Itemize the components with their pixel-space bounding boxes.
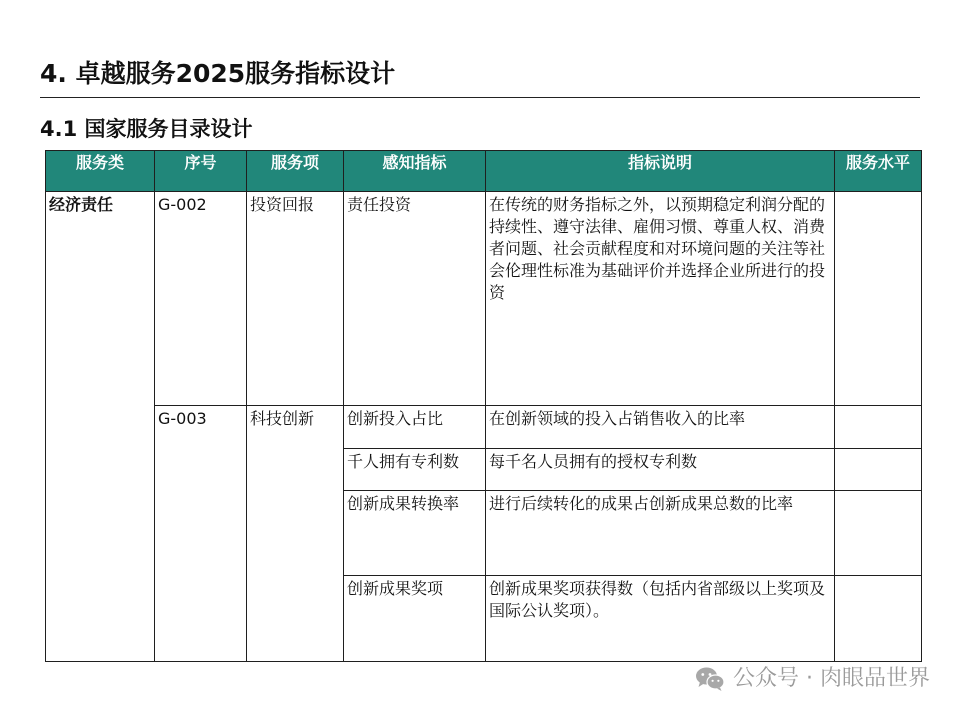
description-cell: 进行后续转化的成果占创新成果总数的比率: [486, 491, 835, 576]
service-item-cell: 科技创新: [247, 406, 344, 662]
watermark-text: 公众号 · 肉眼品世界: [733, 666, 930, 691]
service-level-cell: [835, 491, 922, 576]
indicator-cell: 责任投资: [344, 192, 486, 406]
service-level-cell: [835, 406, 922, 449]
section-title: 4.1 国家服务目录设计: [40, 117, 253, 141]
watermark: [695, 664, 930, 694]
description-cell: 创新成果奖项获得数（包括内省部级以上奖项及国际公认奖项）。: [486, 576, 835, 662]
code-cell: G-002: [155, 192, 247, 406]
table-row: [46, 406, 922, 449]
service-level-cell: [835, 192, 922, 406]
service-catalog-table: [45, 150, 922, 662]
indicator-cell: 创新成果转换率: [344, 491, 486, 576]
header-service-category: 服务类: [46, 151, 155, 192]
description-cell: 每千名人员拥有的授权专利数: [486, 449, 835, 491]
header-perception-indicator: 感知指标: [344, 151, 486, 192]
table-header-row: [46, 151, 922, 192]
indicator-cell: 创新投入占比: [344, 406, 486, 449]
service-item-cell: 投资回报: [247, 192, 344, 406]
wechat-icon: [695, 666, 725, 692]
description-cell: 在传统的财务指标之外，以预期稳定利润分配的持续性、遵守法律、雇佣习惯、尊重人权、消费者问题、社会贡献程度和对环境问题的关注等社会伦理性标准为基础评价并选择企业所进行的投资: [486, 192, 835, 406]
header-indicator-description: 指标说明: [486, 151, 835, 192]
service-level-cell: [835, 576, 922, 662]
description-cell: 在创新领域的投入占销售收入的比率: [486, 406, 835, 449]
header-service-item: 服务项: [247, 151, 344, 192]
category-cell: 经济责任: [46, 192, 155, 662]
header-serial-number: 序号: [155, 151, 247, 192]
title-divider: [40, 97, 920, 98]
header-service-level: 服务水平: [835, 151, 922, 192]
indicator-cell: 千人拥有专利数: [344, 449, 486, 491]
indicator-cell: 创新成果奖项: [344, 576, 486, 662]
page-title: 4. 卓越服务2025服务指标设计: [40, 59, 396, 88]
code-cell: G-003: [155, 406, 247, 662]
table-row: [46, 192, 922, 406]
service-level-cell: [835, 449, 922, 491]
